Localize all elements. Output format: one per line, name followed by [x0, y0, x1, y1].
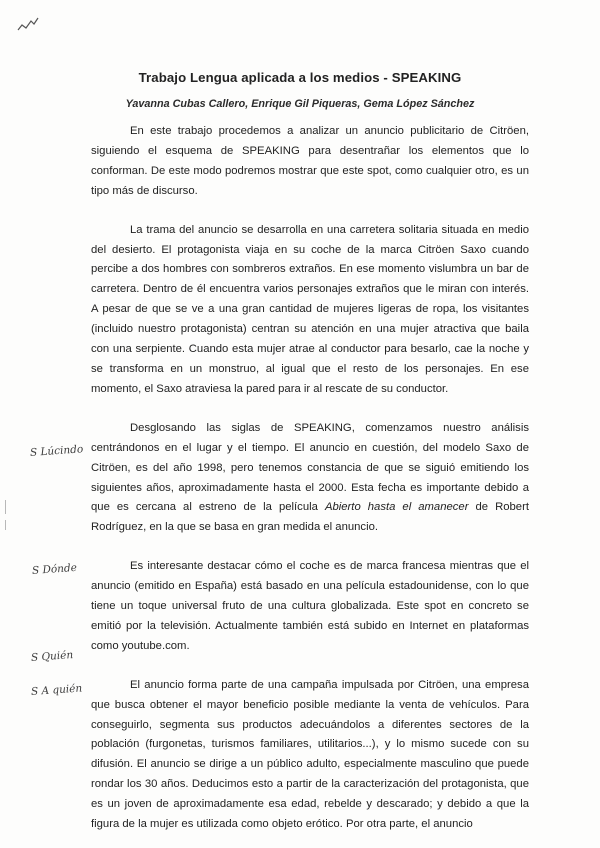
document-authors: Yavanna Cubas Callero, Enrique Gil Piqueras, Gema López Sánchez [125, 98, 475, 110]
film-title: Abierto hasta el amanecer [324, 501, 469, 514]
paragraph-plot: La trama del anuncio se desarrolla en una carretera solitaria situada en medio del desierto. El protagonista viaja en su coche de la marca Citröen Saxo cuando percibe a dos hombres con sombreros extraños. En ese momento vislumbra un bar de carretera. Dentro de él encuentra varios personajes extraños que le miran con interés. A pesar de que se ve a una gran cantidad de mujeres ligeras de ropa, los visitantes (incluido nuestro protagonista) centran su atención en una mujer atractiva que baila con una serpiente. Cuando esta mujer atrae al conductor para besarlo, cae la noche y se transforma en un monstruo, al igual que el resto de los personajes. En ese momento, el Saxo atraviesa la pared para ir al rescate de su conductor. [91, 223, 529, 395]
scan-corner-mark [16, 16, 40, 32]
paragraph-intro: En este trabajo procedemos a analizar un anuncio publicitario de Citröen, siguiendo el esquema de SPEAKING para desentrañar los elementos que lo conforman. De este modo podremos mostrar que este spot, como cualquier otro, es un tipo más de discurso. [91, 125, 529, 197]
document-title: Trabajo Lengua aplicada a los medios - SPEAKING [138, 70, 462, 85]
margin-note-audience: S A quién [30, 682, 83, 698]
scan-edge-mark [5, 500, 6, 514]
paragraph-participants: El anuncio forma parte de una campaña impulsada por Citröen, una empresa que busca obtener el mayor beneficio posible mediante la venta de vehículos. Para conseguirlo, segmenta sus productos adecuándolos a diferentes sectores de la población (furgonetas, turismos familiares, utilitarios...), y lo mismo sucede con su difusión. El anuncio se dirige a un público adulto, especialmente masculino que puede rondar los 30 años. Deducimos esto a partir de la caracterización del protagonista, que es un joven de aproximadamente esa edad, rebelde y descarado; y debido a que la figura de la mujer es utilizada como objeto erótico. Por otra parte, el anuncio [91, 678, 529, 831]
margin-note-participants: S Quién [30, 649, 74, 664]
margin-note-setting: S Lúcindo [29, 443, 84, 459]
paragraph-setting [91, 419, 529, 538]
document-body [91, 122, 529, 835]
scan-edge-mark [5, 520, 6, 530]
paragraph-setting-text-end: de Robert Rodríguez, en la que se basa en gran medida el anuncio. [91, 501, 529, 534]
paragraph-setting-text-start: Desglosando las siglas de SPEAKING, comenzamos nuestro análisis centrándonos en el lugar y el tiempo. El anuncio en cuestión, del modelo Saxo de Citröen, es del año 1998, pero tenemos constancia de que se siguió emitiendo los siguientes años, aproximadamente hasta el 2000. Esta fecha es importante debido a que es cercana al estreno de la película [91, 421, 529, 514]
paragraph-scene: Es interesante destacar cómo el coche es de marca francesa mientras que el anuncio (emitido en España) está basado en una película estadounidense, con lo que tiene un toque universal fruto de una cultura globalizada. Este spot en concreto se emitió por la televisión. Actualmente también está subido en Internet en plataformas como youtube.com. [91, 560, 529, 652]
margin-note-scene: S Dónde [31, 561, 78, 577]
